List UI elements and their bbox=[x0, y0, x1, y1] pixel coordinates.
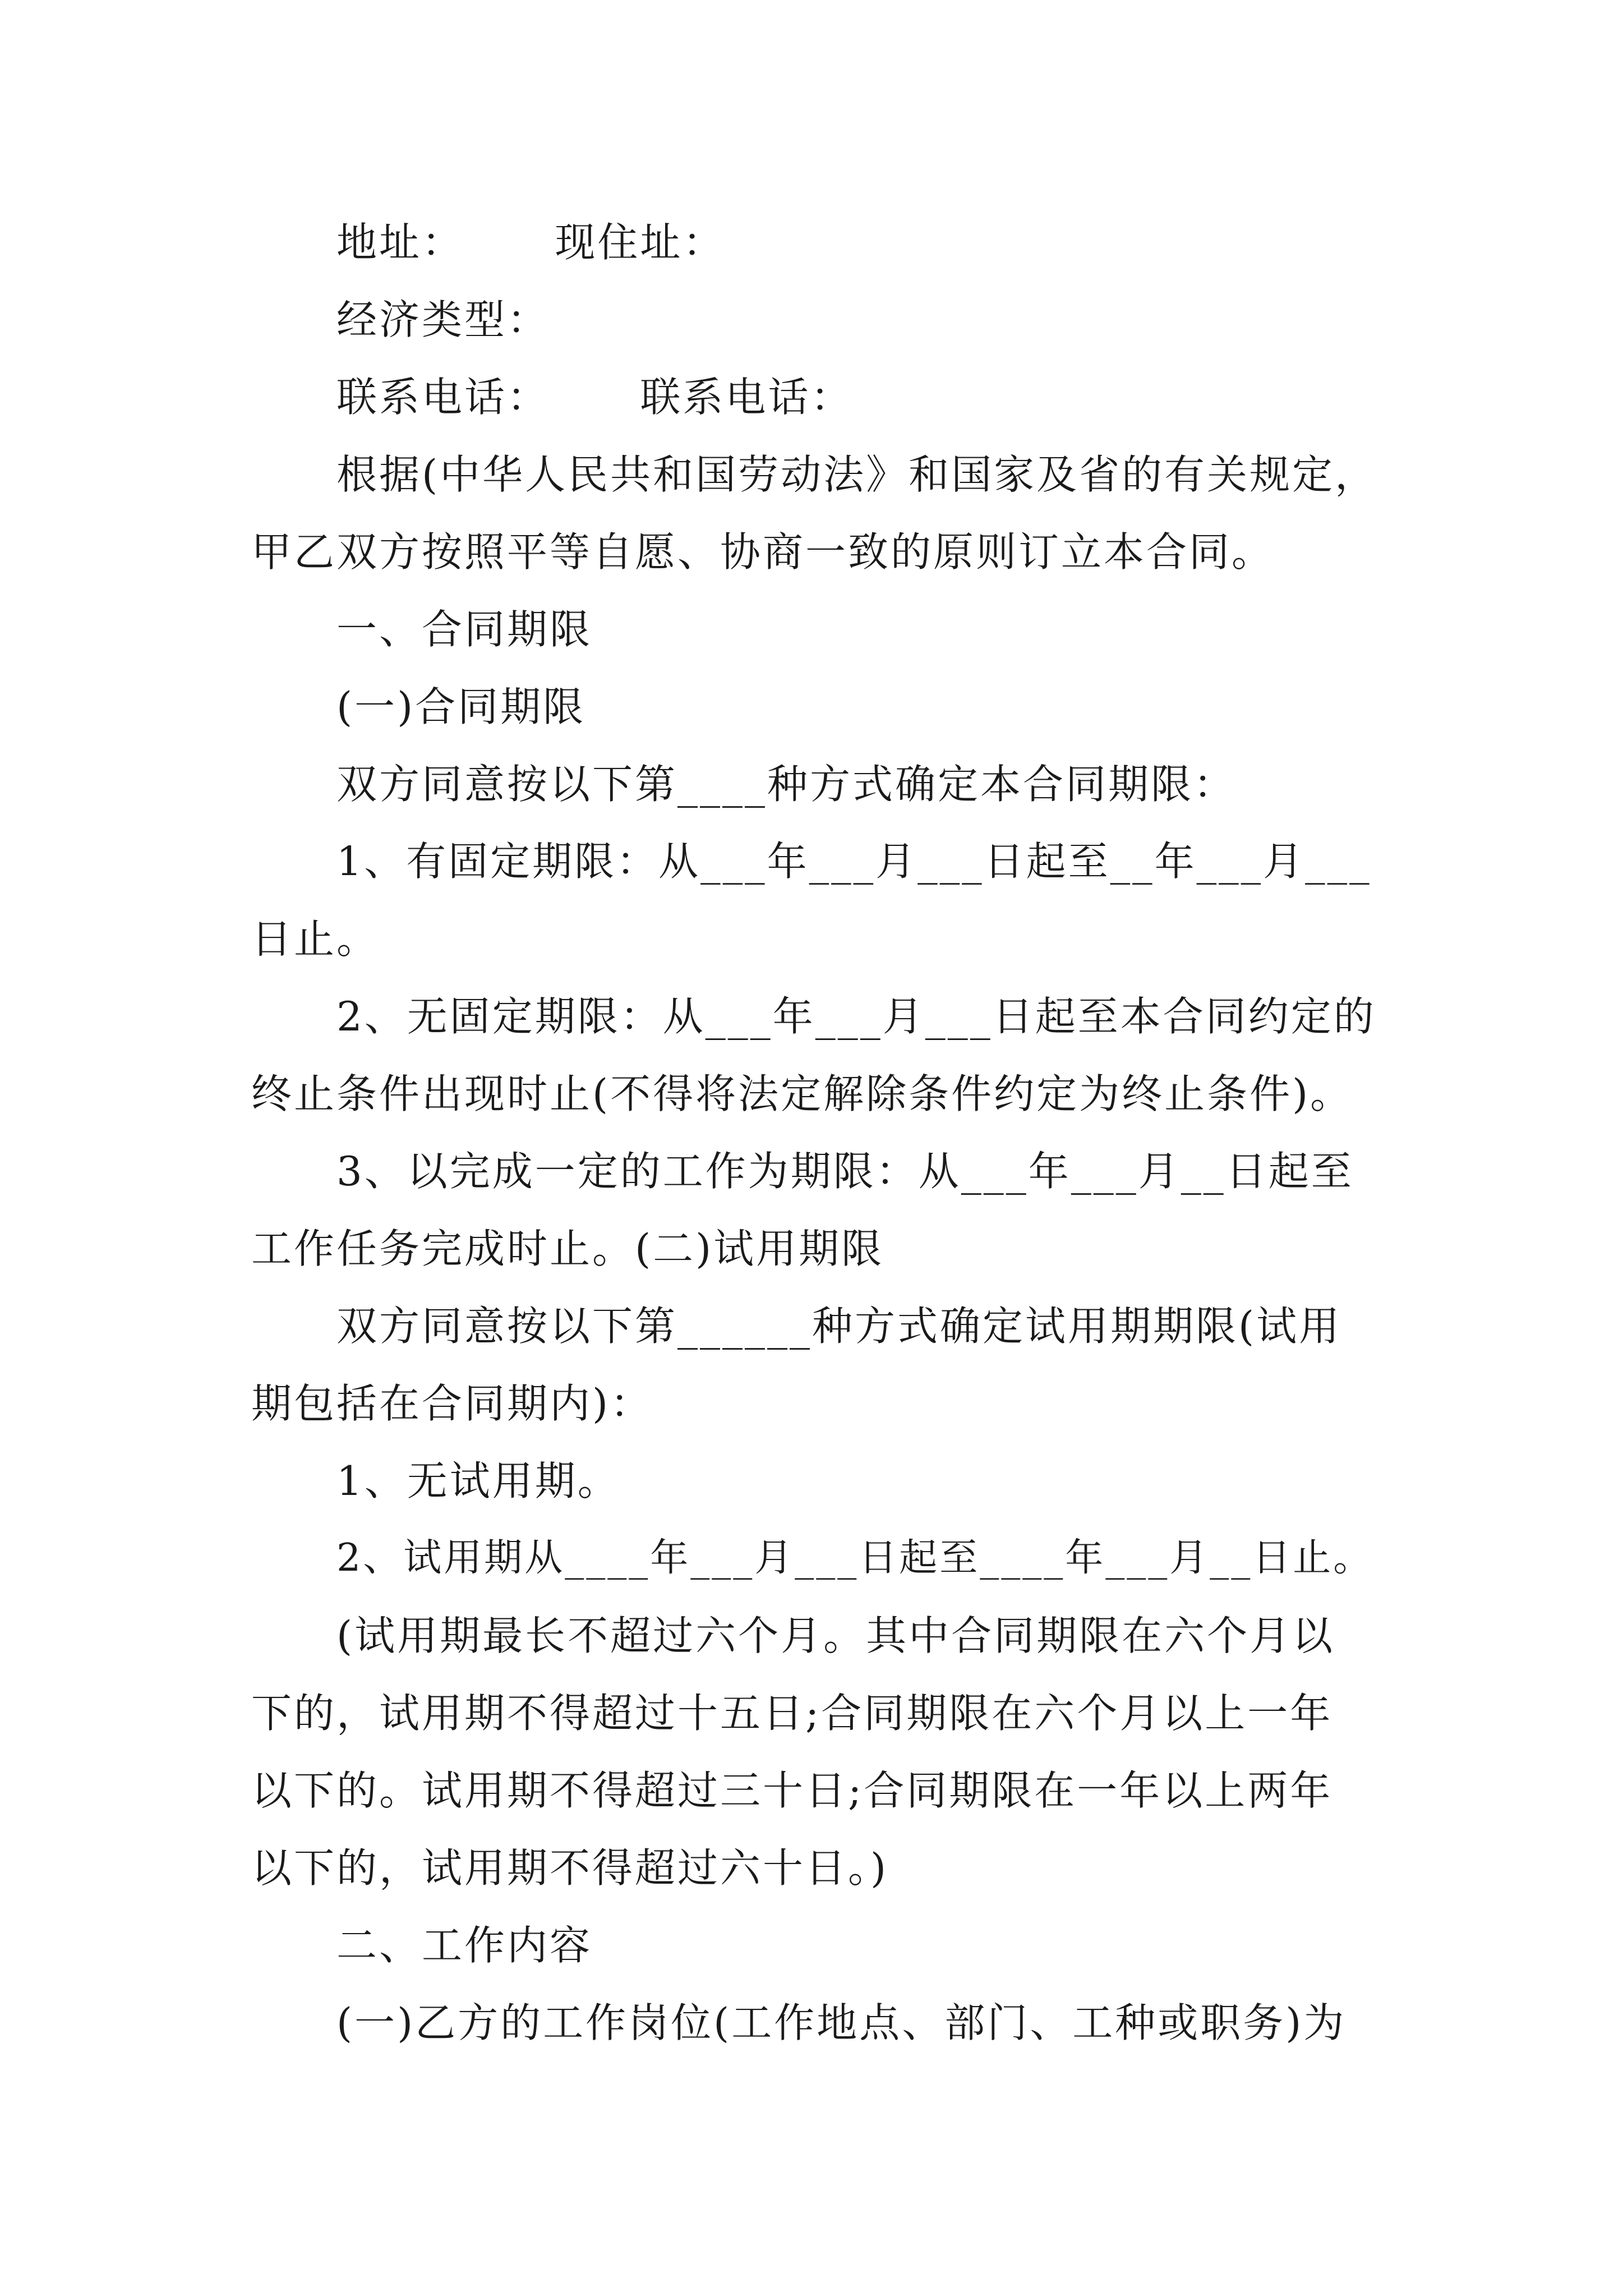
economic-type-line: 经济类型： bbox=[336, 296, 550, 343]
open-term-line-1: 2、无固定期限：从___年___月___日起至本合同约定的 bbox=[336, 993, 1376, 1040]
preamble-line-2: 甲乙双方按照平等自愿、协商一致的原则订立本合同。 bbox=[251, 528, 1275, 576]
probation-period-line: 2、试用期从____年___月___日起至____年___月__日止。 bbox=[336, 1536, 1374, 1580]
job-position-line: (一)乙方的工作岗位(工作地点、部门、工种或职务)为 bbox=[336, 1999, 1347, 2046]
section-heading-1: 一、合同期限 bbox=[336, 606, 593, 653]
probation-choice-line-1: 双方同意按以下第______种方式确定试用期期限(试用 bbox=[336, 1303, 1342, 1350]
no-probation-line: 1、无试用期。 bbox=[336, 1457, 620, 1504]
probation-note-line-1: (试用期最长不超过六个月。其中合同期限在六个月以 bbox=[336, 1612, 1335, 1659]
preamble-line-1: 根据(中华人民共和国劳动法》和国家及省的有关规定， bbox=[336, 451, 1378, 498]
section-heading-2: 二、工作内容 bbox=[336, 1922, 593, 1969]
address-line: 地址： 现住址： bbox=[336, 219, 726, 266]
fixed-term-line-1: 1、有固定期限：从___年___月___日起至__年___月___ bbox=[336, 838, 1372, 885]
probation-note-line-3: 以下的。试用期不得超过三十日;合同期限在一年以上两年 bbox=[251, 1767, 1333, 1814]
fixed-term-line-2: 日止。 bbox=[251, 915, 380, 963]
phone-line: 联系电话： 联系电话： bbox=[336, 374, 854, 421]
probation-choice-line-2: 期包括在合同期内)： bbox=[251, 1380, 653, 1427]
term-choice-line: 双方同意按以下第____种方式确定本合同期限： bbox=[336, 761, 1237, 808]
probation-note-line-4: 以下的，试用期不得超过六十日。) bbox=[251, 1844, 889, 1892]
task-term-line-2: 工作任务完成时止。(二)试用期限 bbox=[251, 1225, 884, 1272]
subsection-heading-1-1: (一)合同期限 bbox=[336, 683, 586, 730]
open-term-line-2: 终止条件出现时止(不得将法定解除条件约定为终止条件)。 bbox=[251, 1070, 1353, 1117]
task-term-line-1: 3、以完成一定的工作为期限：从___年___月__日起至 bbox=[336, 1148, 1354, 1195]
probation-note-line-2: 下的，试用期不得超过十五日;合同期限在六个月以上一年 bbox=[251, 1690, 1333, 1737]
